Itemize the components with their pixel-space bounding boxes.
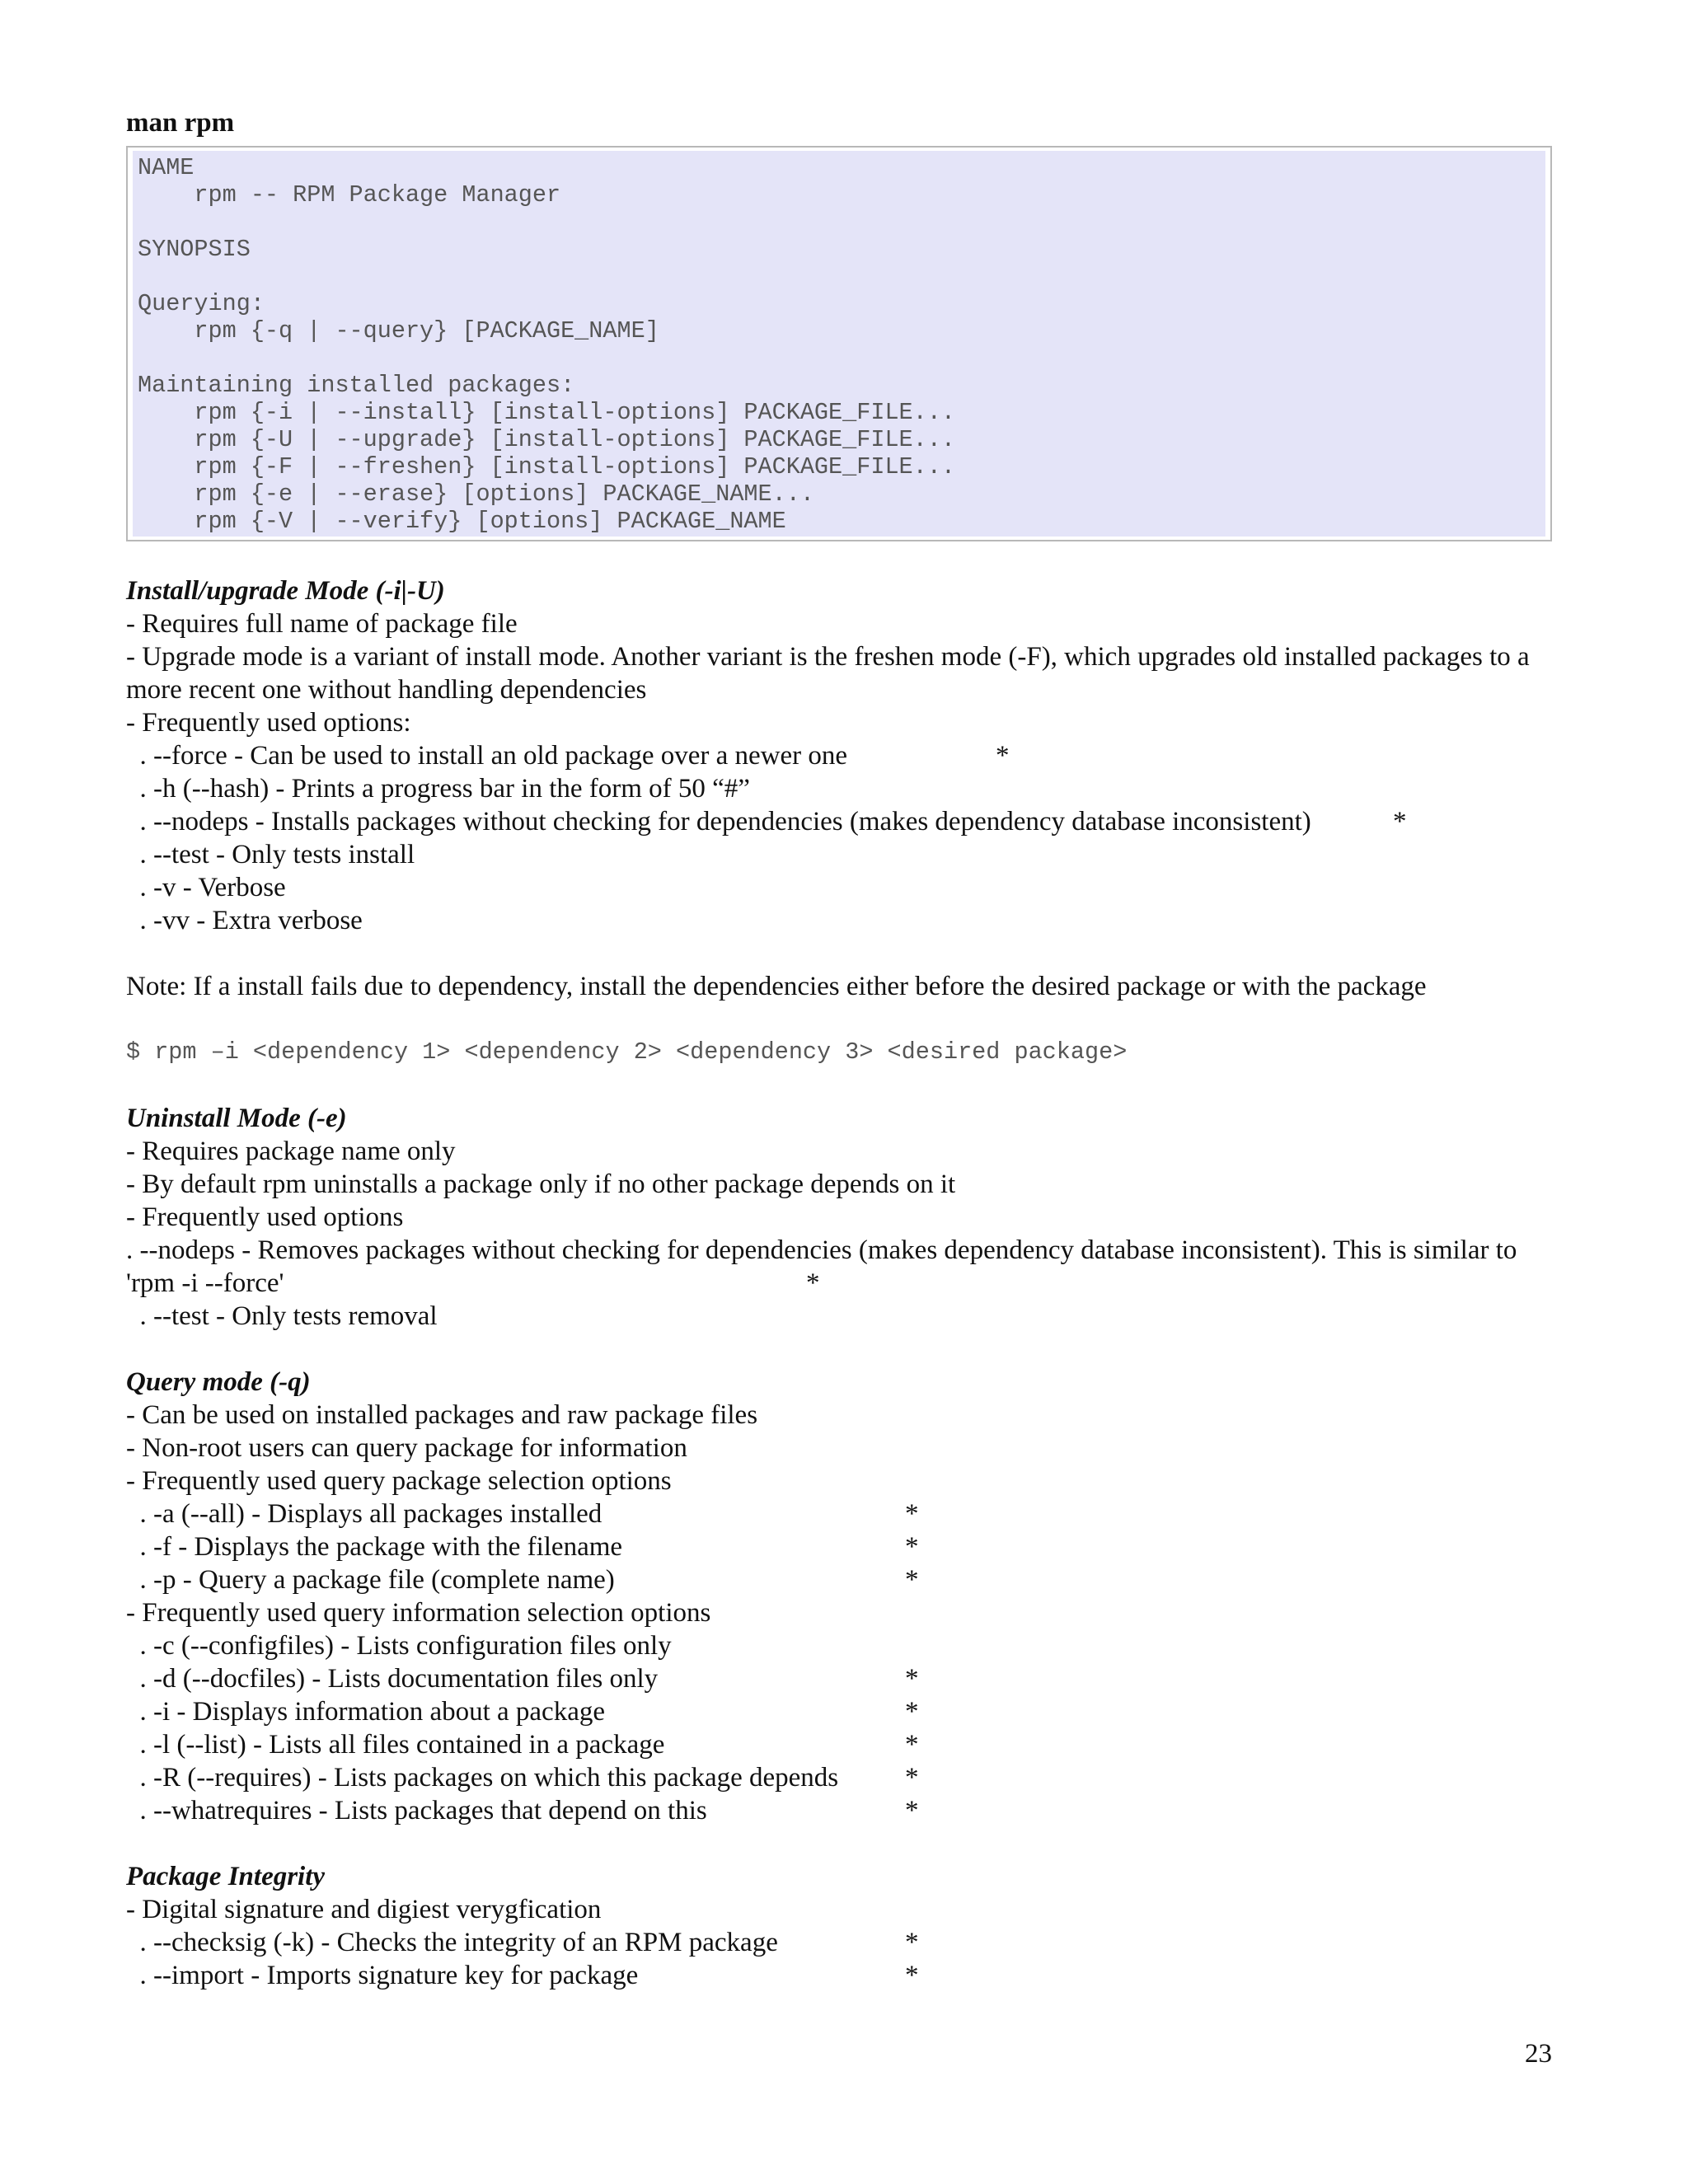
- query-option: [126, 1761, 1552, 1794]
- uninstall-line: - Frequently used options: [126, 1202, 404, 1232]
- integrity-line: - Digital signature and digiest verygfication: [126, 1895, 602, 1924]
- option-text: . -l (--list) - Lists all files contained in a package: [126, 1730, 665, 1760]
- star-marker: *: [905, 1961, 919, 1990]
- option-text: . -d (--docfiles) - Lists documentation files only: [126, 1664, 659, 1694]
- install-option: [126, 805, 1552, 838]
- install-line: - Requires full name of package file: [126, 609, 518, 639]
- star-marker: *: [905, 1499, 919, 1529]
- uninstall-line: - By default rpm uninstalls a package only if no other package depends on it: [126, 1169, 956, 1199]
- option-text: . -R (--requires) - Lists packages on which this package depends: [126, 1763, 839, 1793]
- star-marker: *: [905, 1532, 919, 1562]
- query-option: [126, 1563, 1552, 1596]
- page-title: man rpm: [126, 108, 235, 138]
- option-text: . --nodeps - Installs packages without checking for dependencies (makes dependency database inconsistent): [126, 807, 1311, 837]
- query-option: [126, 1728, 1552, 1761]
- install-option: . -v - Verbose: [126, 873, 286, 902]
- option-text: . -f - Displays the package with the filename: [126, 1532, 623, 1562]
- install-option: . -h (--hash) - Prints a progress bar in the form of 50 “#”: [126, 774, 750, 804]
- option-text: . --nodeps - Removes packages without checking for dependencies (makes dependency database inconsistent). This is similar to 'rpm -i --force': [126, 1235, 1517, 1298]
- uninstall-heading: Uninstall Mode (-e): [126, 1104, 347, 1133]
- star-marker: *: [905, 1730, 919, 1760]
- install-heading: Install/upgrade Mode (-i|-U): [126, 576, 445, 606]
- install-option: . -vv - Extra verbose: [126, 906, 363, 935]
- star-marker: *: [905, 1763, 919, 1793]
- option-text: . -a (--all) - Displays all packages installed: [126, 1499, 603, 1529]
- query-line: - Can be used on installed packages and raw package files: [126, 1400, 758, 1430]
- star-marker: *: [905, 1796, 919, 1825]
- integrity-option: [126, 1959, 1552, 1992]
- integrity-option: [126, 1926, 1552, 1959]
- option-text: . --whatrequires - Lists packages that depend on this: [126, 1796, 707, 1825]
- install-command: $ rpm –i <dependency 1> <dependency 2> <dependency 3> <desired package>: [126, 1038, 1128, 1066]
- query-line: - Frequently used query package selection options: [126, 1466, 672, 1496]
- integrity-heading: Package Integrity: [126, 1862, 326, 1891]
- star-marker: *: [1393, 807, 1407, 837]
- option-text: . --import - Imports signature key for package: [126, 1961, 639, 1990]
- query-option: . -c (--configfiles) - Lists configuration files only: [126, 1631, 672, 1661]
- uninstall-line: - Requires package name only: [126, 1137, 456, 1166]
- query-option: [126, 1497, 1552, 1530]
- install-line: - Upgrade mode is a variant of install mode. Another variant is the freshen mode (-F), which upgrades old installed packages to a more recent one without handling dependencies: [126, 642, 1530, 705]
- uninstall-option: . --test - Only tests removal: [126, 1301, 438, 1331]
- man-page-code: NAME rpm -- RPM Package Manager SYNOPSIS Querying: rpm {-q | --query} [PACKAGE_NAME] Maintaining installed packages: rpm {-i | --install} [install-options] PACKAGE_FILE... rpm {-U | --upgrade} [install-options] PACKAGE_FILE... rpm {-F | --freshen} [install-options] PACKAGE_FILE... rpm {-e | --erase} [options] PACKAGE_NAME... rpm {-V | --verify} [options] PACKAGE_NAME: [133, 151, 1545, 537]
- star-marker: *: [905, 1664, 919, 1694]
- query-option: [126, 1695, 1552, 1728]
- query-heading: Query mode (-q): [126, 1367, 311, 1397]
- star-marker: *: [806, 1268, 820, 1298]
- uninstall-option: [126, 1234, 1552, 1300]
- query-line: - Frequently used query information selection options: [126, 1598, 711, 1628]
- install-note: Note: If a install fails due to dependency, install the dependencies either before the desired package or with the package: [126, 972, 1427, 1001]
- query-line: - Non-root users can query package for information: [126, 1433, 687, 1463]
- option-text: . --force - Can be used to install an old package over a newer one: [126, 741, 848, 771]
- option-text: . --checksig (-k) - Checks the integrity of an RPM package: [126, 1928, 778, 1957]
- star-marker: *: [905, 1697, 919, 1727]
- option-text: . -i - Displays information about a package: [126, 1697, 605, 1727]
- man-page-code-box: [126, 146, 1552, 541]
- query-option: [126, 1530, 1552, 1563]
- install-option: . --test - Only tests install: [126, 840, 415, 869]
- star-marker: *: [905, 1565, 919, 1595]
- install-line: - Frequently used options:: [126, 708, 411, 738]
- query-option: [126, 1794, 1552, 1827]
- star-marker: *: [996, 741, 1010, 771]
- option-text: . -p - Query a package file (complete name): [126, 1565, 615, 1595]
- query-option: [126, 1662, 1552, 1695]
- document-page: [126, 103, 1552, 1992]
- star-marker: *: [905, 1928, 919, 1957]
- page-number: 23: [1525, 2039, 1552, 2069]
- install-option: [126, 739, 1552, 772]
